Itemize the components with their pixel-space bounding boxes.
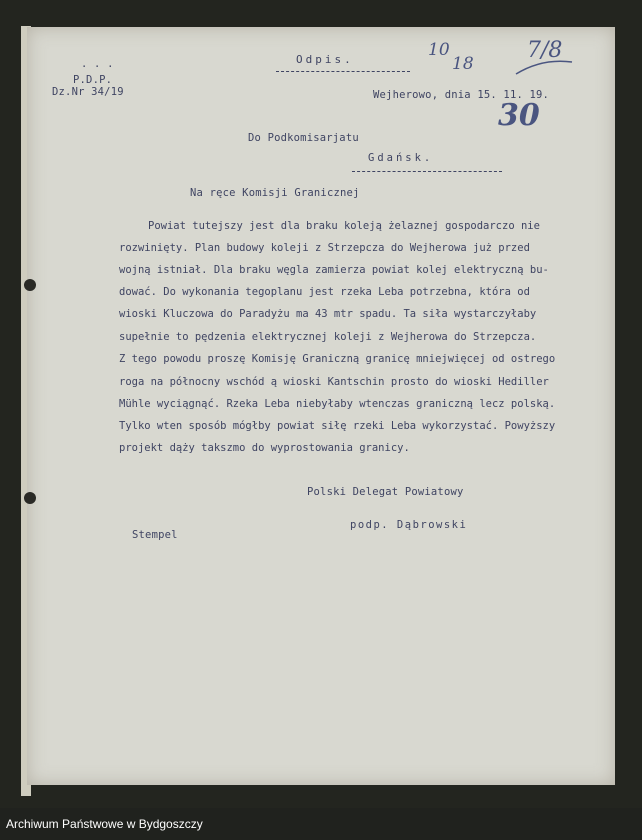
header-reference: Dz.Nr 34/19 (52, 86, 124, 98)
handwritten-note-c: 7/8 (527, 38, 563, 63)
handwritten-note-d: 30 (498, 98, 540, 133)
stamp-label: Stempel (132, 529, 178, 541)
body-line: projekt dąży takszmo do wyprostowania granicy. (119, 442, 410, 454)
place-date: Wejherowo, dnia 15. 11. 19. (373, 89, 550, 101)
handwritten-note-a: 10 (428, 40, 450, 60)
punch-hole-top (24, 279, 36, 291)
title-underline (276, 71, 410, 72)
handwritten-stroke (514, 56, 574, 78)
body-line: wojną istniał. Dla braku węgla zamierza powiat kolej elektryczną bu- (119, 264, 549, 276)
attention-line: Na ręce Komisji Granicznej (190, 187, 360, 199)
handwritten-note-b: 18 (452, 54, 474, 74)
signature-name: podp. Dąbrowski (350, 519, 468, 531)
body-line: Mühle wyciągnąć. Rzeka Leba niebyłaby wtenczas graniczną lecz polską. (119, 398, 556, 410)
body-line: wioski Kluczowa do Paradyżu ma 43 mtr spadu. Ta siła wystarczyłaby (119, 308, 537, 320)
header-dots: . . . (81, 58, 114, 70)
body-line: Tylko wten sposób mógłby powiat siłę rzeki Leba wykorzystać. Powyższy (119, 420, 556, 432)
body-line: roga na północny wschód ą wioski Kantschin prosto do wioski Hediller (119, 376, 549, 388)
body-line: Powiat tutejszy jest dla braku koleją żelaznej gospodarczo nie (148, 220, 540, 232)
body-line: dować. Do wykonania tegoplanu jest rzeka Leba potrzebna, która od (119, 286, 530, 298)
recipient-line: Do Podkomisarjatu (248, 132, 359, 144)
signature-role: Polski Delegat Powiatowy (307, 486, 464, 498)
archive-name: Archiwum Państwowe w Bydgoszczy (6, 817, 203, 831)
document-title: Odpis. (296, 53, 354, 66)
body-line: Z tego powodu proszę Komisję Graniczną granicę mniejwięcej od ostrego (119, 353, 556, 365)
recipient-city: Gdańsk. (368, 152, 434, 164)
body-line: supełnie to pędzenia elektrycznej koleji z Wejherowa do Strzepcza. (119, 331, 537, 343)
punch-hole-bottom (24, 492, 36, 504)
header-org: P.D.P. (73, 74, 113, 86)
city-underline (352, 171, 502, 172)
body-line: rozwinięty. Plan budowy koleji z Strzepcza do Wejherowa już przed (119, 242, 530, 254)
